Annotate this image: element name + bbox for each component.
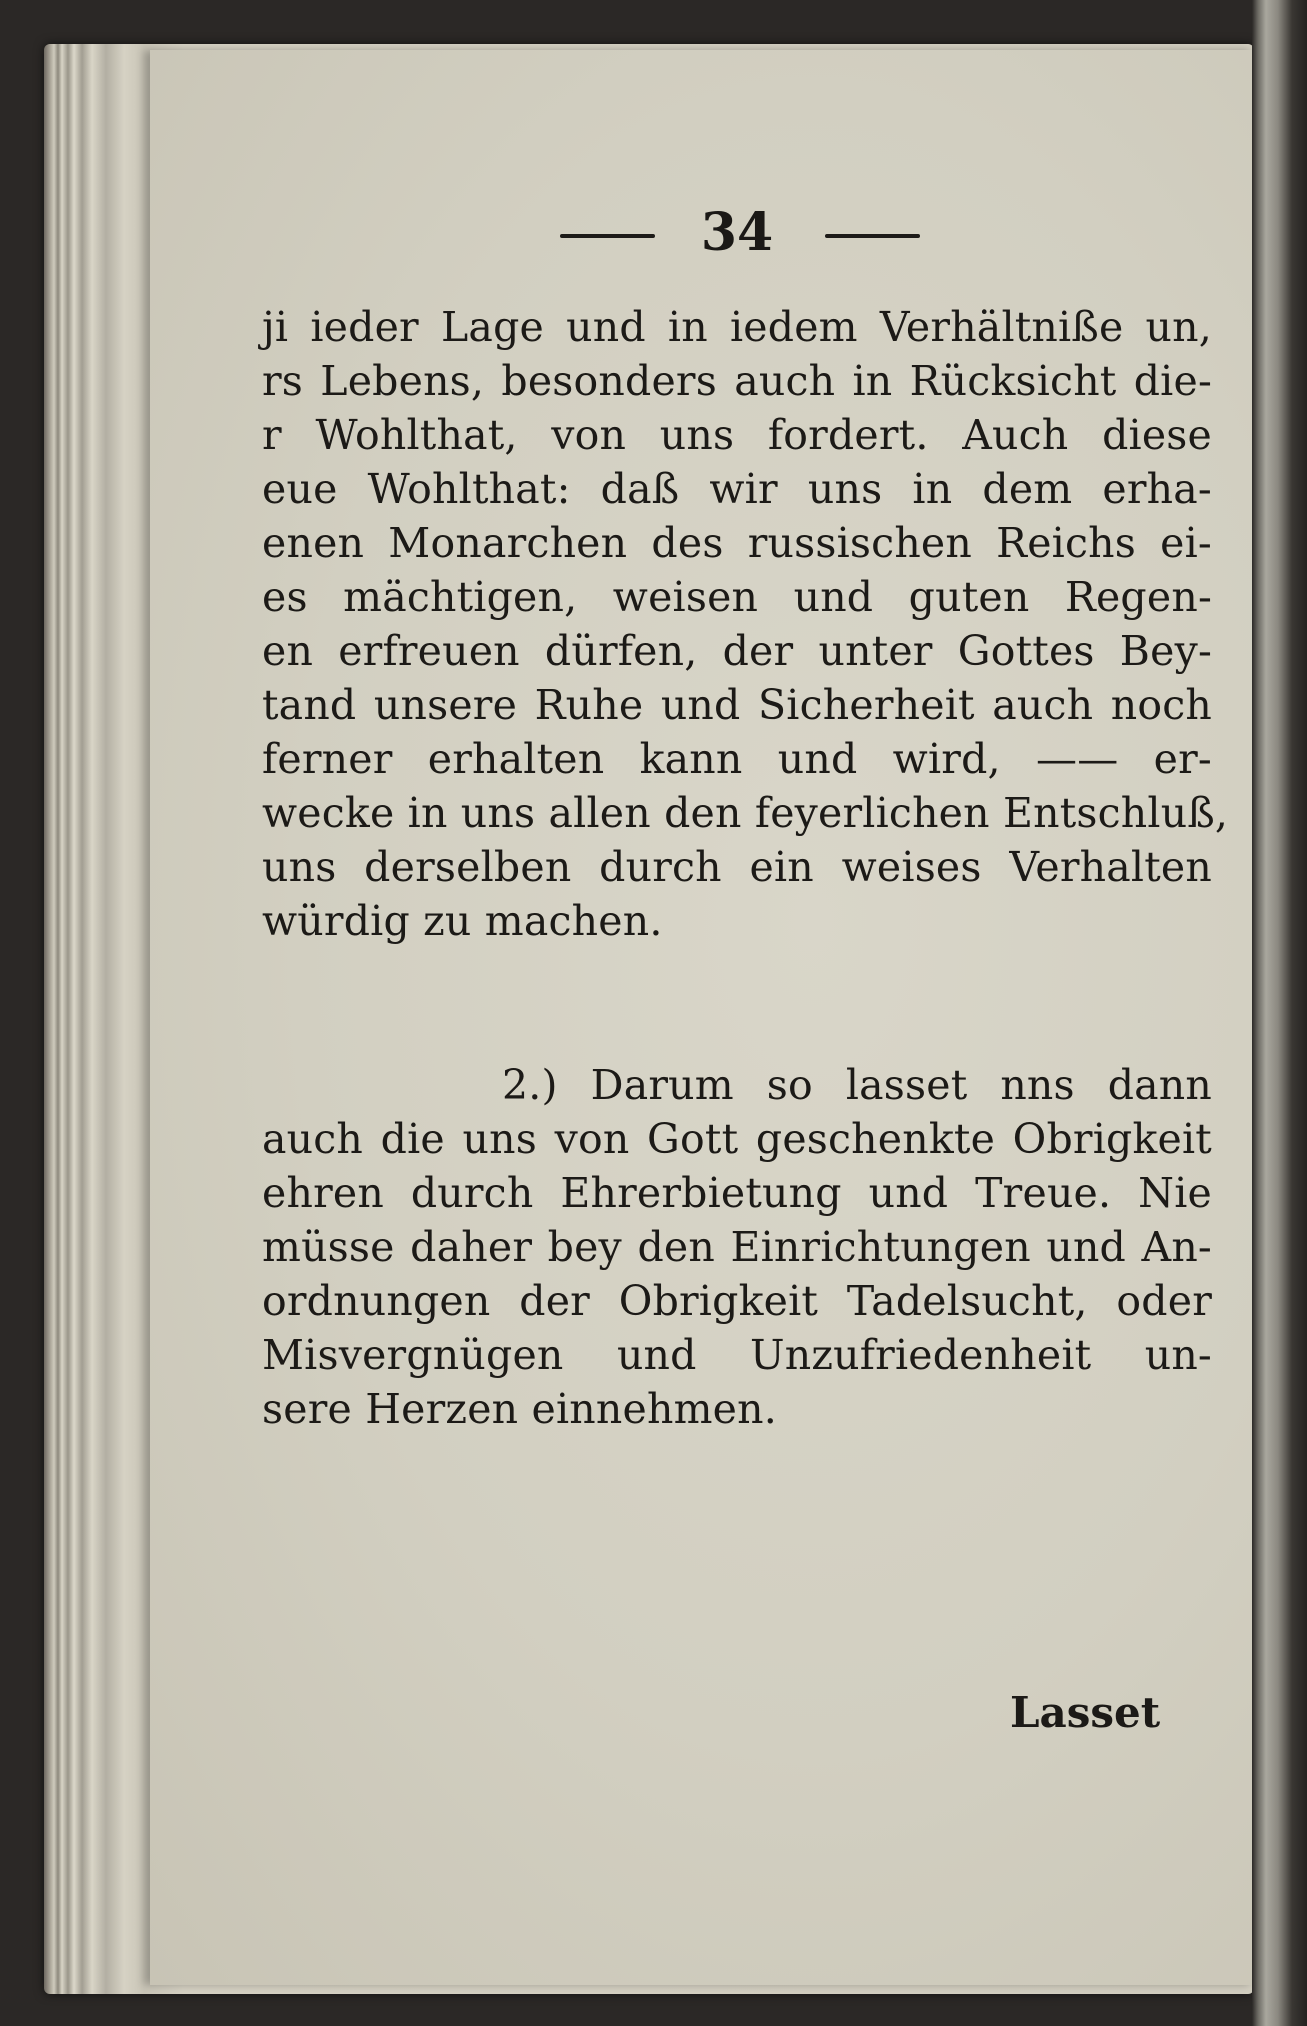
text-line: rs Lebens, besonders auch in Rücksicht die- [262, 357, 1212, 405]
text-line: sere Herzen einnehmen. [262, 1385, 777, 1433]
text-line: en erfreuen dürfen, der unter Gottes Bey- [262, 627, 1212, 675]
paragraph-2 [262, 1058, 1212, 1436]
text-line: ehren durch Ehrerbietung und Treue. Nie [262, 1169, 1212, 1217]
text-line: Misvergnügen und Unzufriedenheit un- [262, 1331, 1212, 1379]
text-line: eue Wohlthat: daß wir uns in dem erha- [262, 465, 1212, 513]
text-line: uns derselben durch ein weises Verhalten [262, 843, 1212, 891]
text-line: auch die uns von Gott geschenkte Obrigkeit [262, 1115, 1212, 1163]
text-line: 2.) Darum so lasset nns dann [502, 1061, 1212, 1109]
text-line: r Wohlthat, von uns fordert. Auch diese [262, 411, 1212, 459]
text-line: ferner erhalten kann und wird, —— er- [262, 735, 1212, 783]
facing-page-edge [1252, 0, 1307, 2026]
text-line: wecke in uns allen den feyerlichen Entschluß, [262, 789, 1229, 837]
text-line: würdig zu machen. [262, 897, 663, 945]
header-rule-right [825, 234, 920, 238]
text-line: ordnungen der Obrigkeit Tadelsucht, oder [262, 1277, 1212, 1325]
header-rule-left [560, 234, 655, 238]
catchword: Lasset [1010, 1688, 1161, 1737]
text-line: tand unsere Ruhe und Sicherheit auch noch [262, 681, 1212, 729]
text-line: ji ieder Lage und in iedem Verhältniße un, [262, 303, 1212, 351]
page-header [560, 202, 960, 270]
text-line: enen Monarchen des russischen Reichs ei- [262, 519, 1212, 567]
paragraph-1 [262, 300, 1229, 948]
page-number: 34 [700, 202, 774, 263]
text-line: müsse daher bey den Einrichtungen und An- [262, 1223, 1212, 1271]
page-body [262, 300, 1229, 1436]
text-line: es mächtigen, weisen und guten Regen- [262, 573, 1212, 621]
